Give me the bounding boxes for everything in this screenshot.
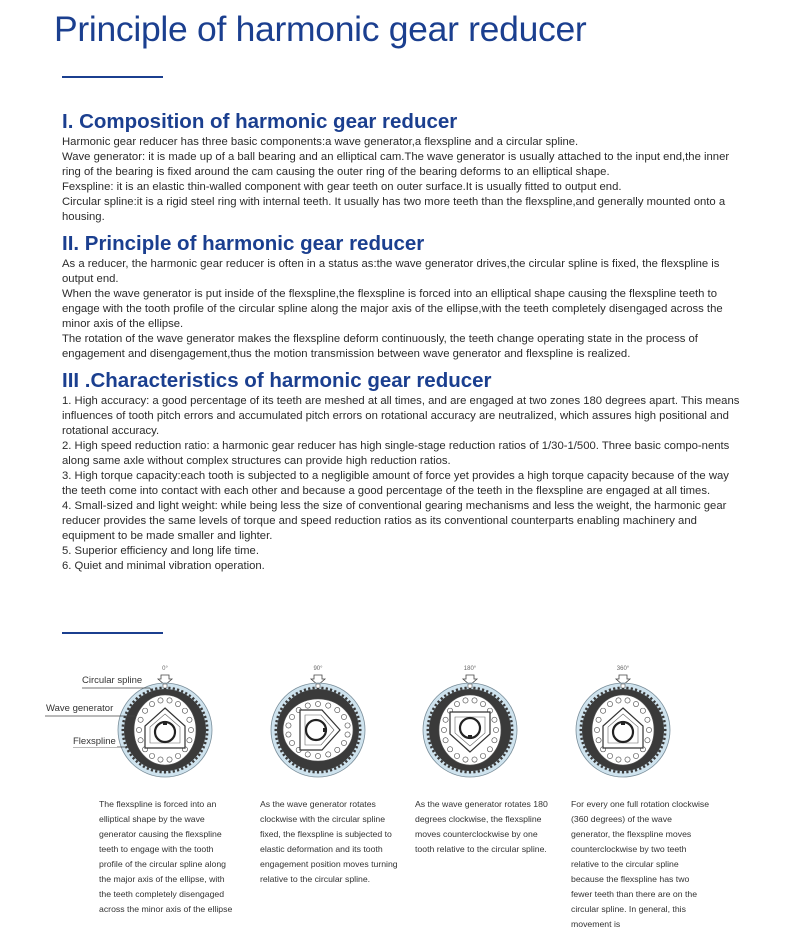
label-wave-generator: Wave generator xyxy=(46,703,114,714)
section-heading: III .Characteristics of harmonic gear reducer xyxy=(62,369,492,392)
page-title: Principle of harmonic gear reducer xyxy=(54,9,587,49)
angle-label: 360° xyxy=(616,666,630,672)
paragraph: Harmonic gear reducer has three basic components:a wave generator,a flexspline and a circular spline. xyxy=(62,136,579,148)
paragraph: 2. High speed reduction ratio: a harmonic gear reducer has high single-stage reduction ratios of 1/30-1/500. Three basic compo-nents along same axle without complex structures can provide high reduction ratios. xyxy=(62,440,730,467)
paragraph: Fexspline: it is an elastic thin-walled component with gear teeth on outer surface.It is usually fitted to output end. xyxy=(62,181,622,193)
stage-caption: For every one full rotation clockwise (360 degrees) of the wave generator, the flexspline moves counterclockwise by two teeth relative to the circular spline because the flexspline has two fewer teeth than there are on the circular spline. In general, this movement is xyxy=(571,799,710,929)
paragraph: When the wave generator is put inside of the flexspline,the flexspline is forced into an elliptical shape causing the flexspline teeth to engage with the tooth profile of the circular spline along the major axis of the ellipse,with the teeth completely disengaged across the minor axis of the ellipse. xyxy=(62,288,723,330)
stage-caption: As the wave generator rotates clockwise with the circular spline fixed, the flexspline is subjected to elastic deformation and its tooth engagement position moves turning relative to the circular spline. xyxy=(260,799,398,884)
paragraph: 3. High torque capacity:each tooth is subjected to a negligible amount of force yet provides a high torque capacity because of the way the teeth come into contact with each other and because a good percentage of the teeth in the flexspline are engaged at all times. xyxy=(62,470,729,497)
stage-caption: The flexspline is forced into an elliptical shape by the wave generator causing the flexspline teeth to engage with the tooth profile of the circular spline along the major axis of the ellipse, with the teeth completely disengaged across the minor axis of the ellipse xyxy=(99,799,233,914)
label-circular-spline: Circular spline xyxy=(82,675,143,686)
stage-caption: As the wave generator rotates 180 degrees clockwise, the flexspline moves counterclockwise by one tooth relative to the circular spline. xyxy=(415,799,548,854)
paragraph: 5. Superior efficiency and long life time. xyxy=(62,545,259,557)
angle-label: 180° xyxy=(463,666,477,672)
angle-label: 90° xyxy=(313,666,323,672)
paragraph: 1. High accuracy: a good percentage of its teeth are meshed at all times, and are engaged at two zones 180 degrees apart. This means influences of tooth pitch errors and accumulated pitch errors on rotational accuracy are neutralized, which assures high positional and rotational accuracy. xyxy=(62,395,740,437)
label-flexspline: Flexspline xyxy=(73,736,116,747)
paragraph: Circular spline:it is a rigid steel ring with internal teeth. It usually has two more teeth than the flexspline,and generally mounted onto a housing. xyxy=(62,196,726,223)
paragraph: 4. Small-sized and light weight: while being less the size of conventional gearing mechanisms and less the weight, the harmonic gear reducer provides the same levels of torque and speed reduction ratios as its conventional counterparts enabling machinery and equipment to be made smaller and lighter. xyxy=(62,500,727,542)
section-heading: II. Principle of harmonic gear reducer xyxy=(62,232,425,255)
paragraph: As a reducer, the harmonic gear reducer is often in a status as:the wave generator drives,the circular spline is fixed, the flexspline is output end. xyxy=(62,258,720,285)
paragraph: Wave generator: it is made up of a ball bearing and an elliptical cam.The wave generator is usually attached to the input end,the inner ring of the bearing is fixed around the cam causing the outer ring of the bearing deforms to an elliptical shape. xyxy=(62,151,730,178)
angle-label: 0° xyxy=(162,666,168,672)
paragraph: The rotation of the wave generator makes the flexspline deform continuously, the teeth change operating state in the process of engagement and disengagement,thus the motion transmission between wave generator and flexspline is realized. xyxy=(62,333,698,360)
section-heading: I. Composition of harmonic gear reducer xyxy=(62,110,458,133)
paragraph: 6. Quiet and minimal vibration operation. xyxy=(62,560,265,572)
